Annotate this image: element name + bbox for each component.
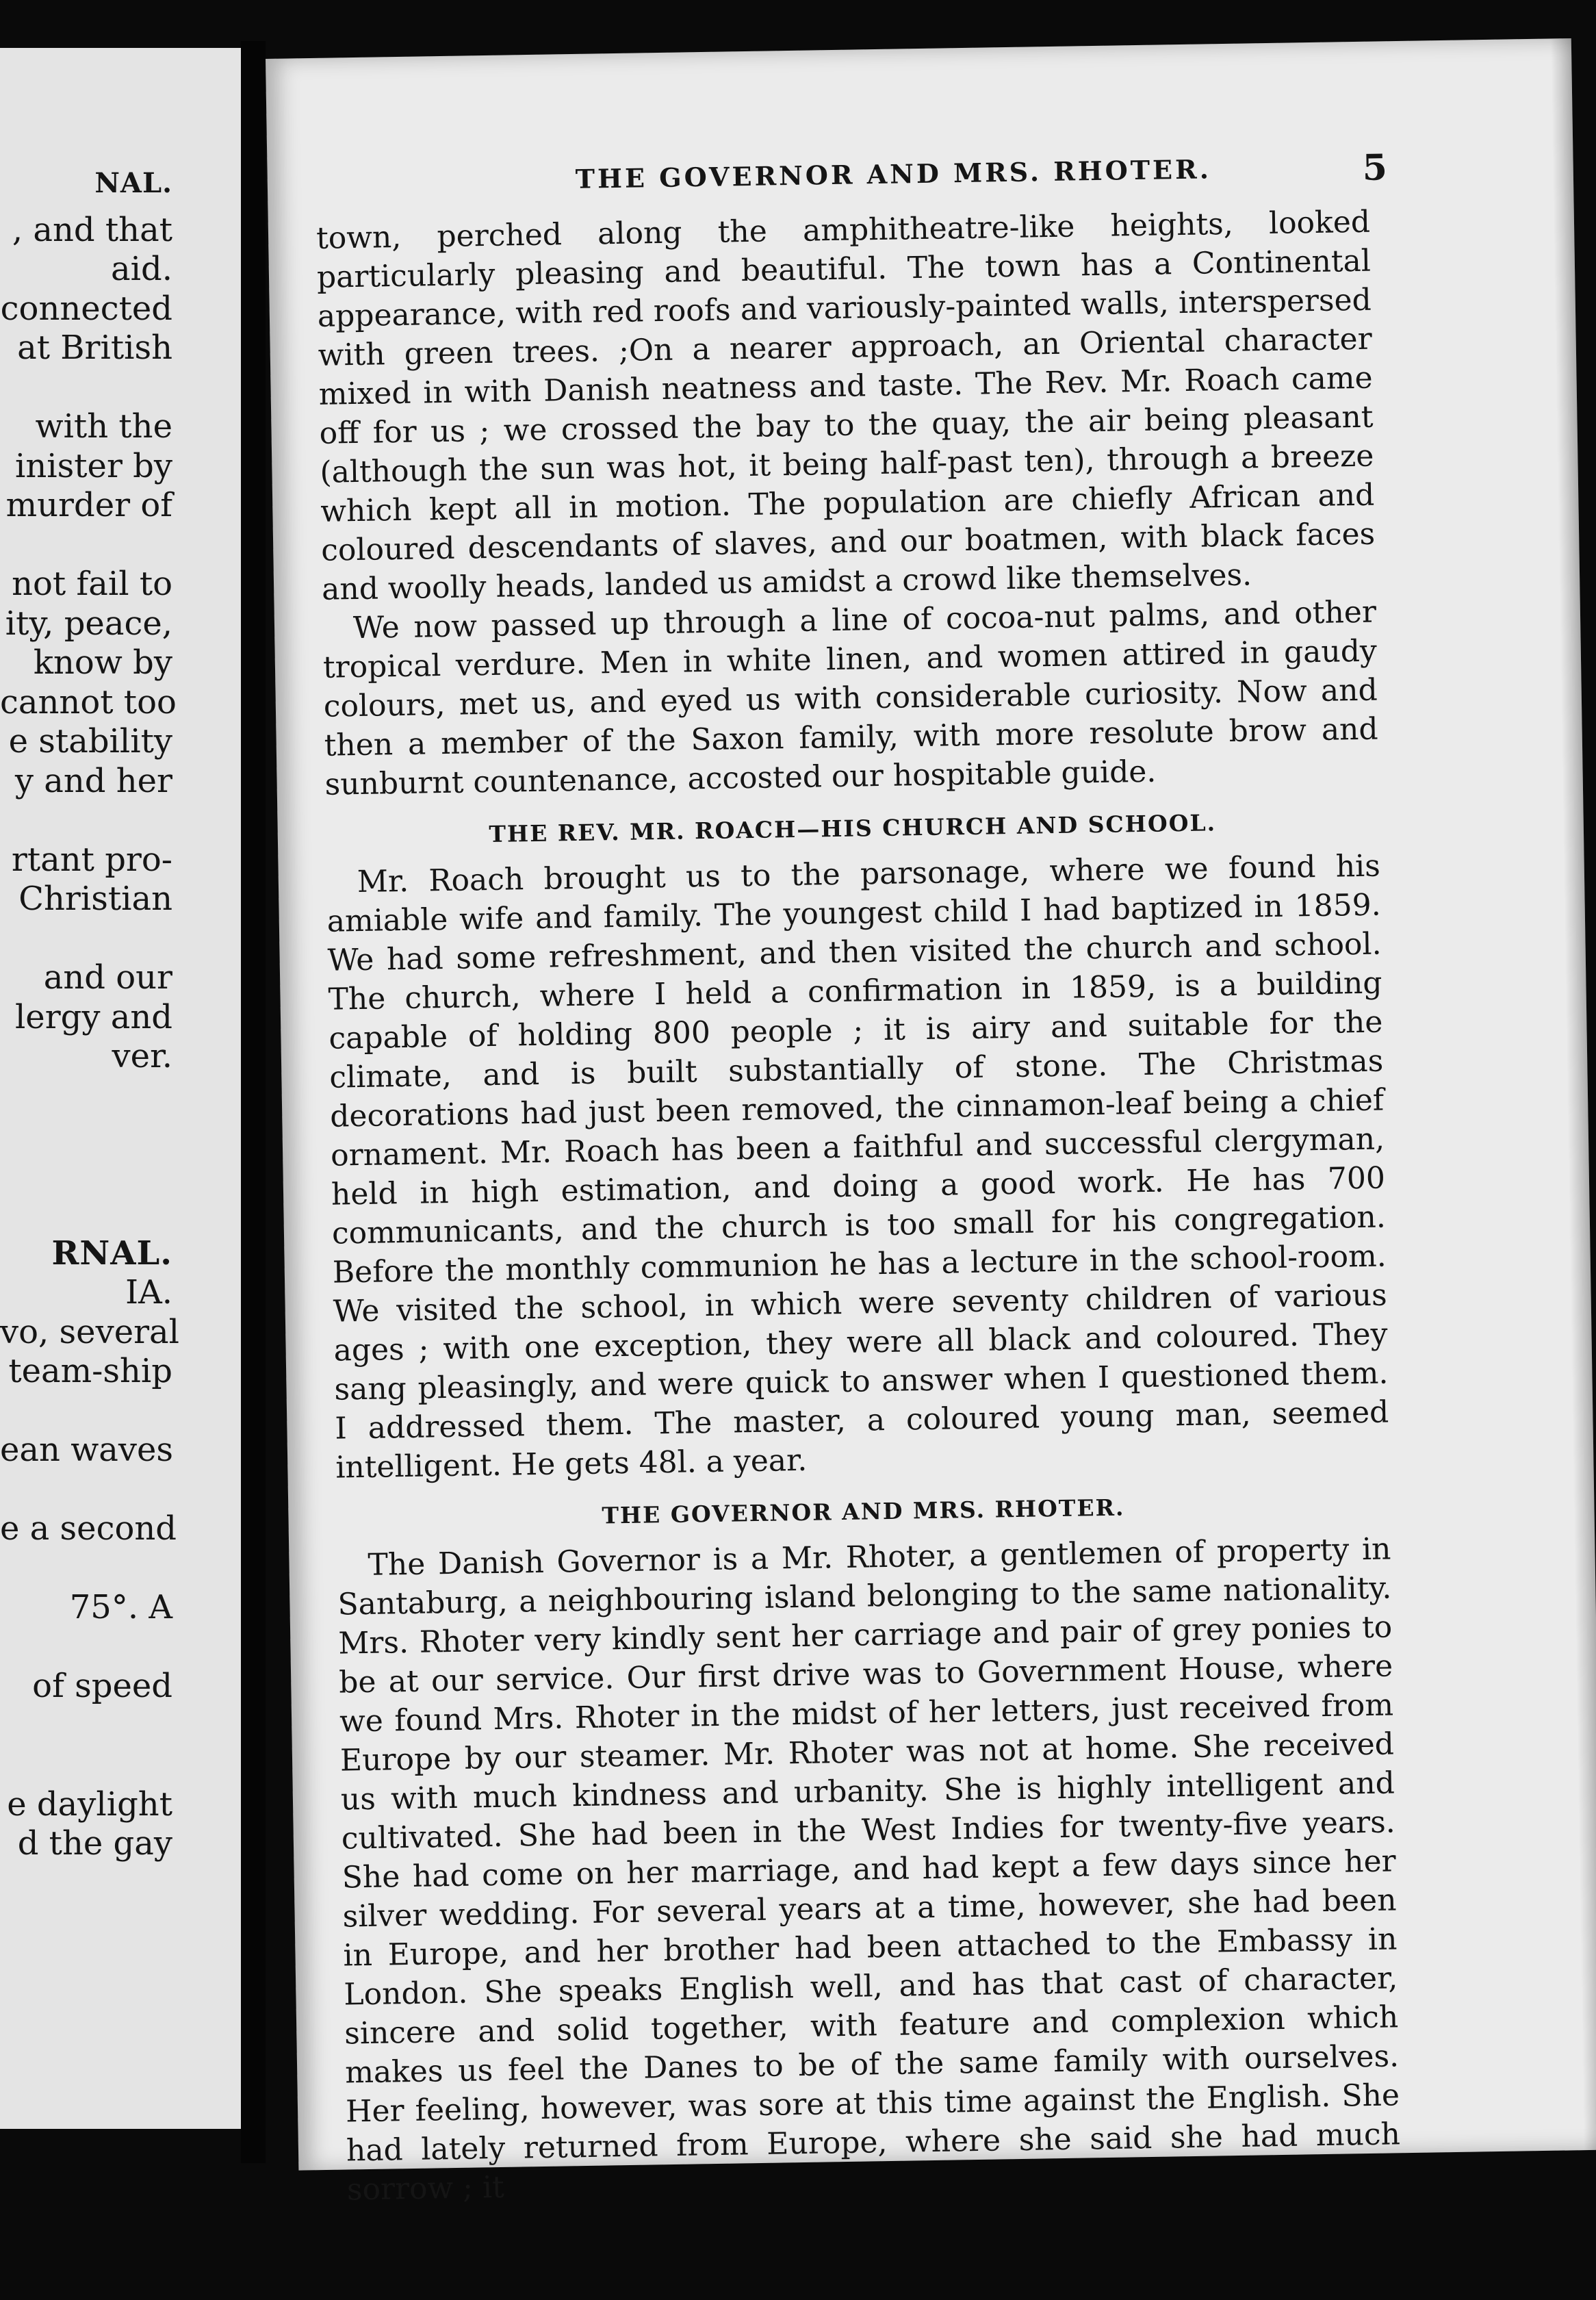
left-page-line: y and her <box>14 761 172 800</box>
left-page-line: e stability <box>8 722 172 761</box>
book-gutter <box>241 41 266 2163</box>
left-page-line: d the gay <box>17 1824 172 1863</box>
left-page-line: ver. <box>112 1037 172 1075</box>
left-page-line: IA. <box>125 1273 172 1312</box>
left-page-fragment <box>0 48 245 2129</box>
paragraph-palms: We now passed up through a line of cocoa-nut palms, and other tropical verdure. Men in white linen, and women attired in gaudy colours, met us, and eyed us with considerable curiosity. Now and then a member of the Saxon family, with more resolute brow and sunburnt countenance, accosted our hospitable guide. <box>322 594 1378 802</box>
left-page-line: Christian <box>18 880 172 918</box>
left-page-line: cannot too <box>0 682 177 721</box>
left-page-line: of speed <box>32 1667 172 1705</box>
paragraph-town-description: town, perched along the amphitheatre-like heights, looked particularly pleasing and beautiful. The town has a Continental appearance, with red roofs and variously-painted walls, interspersed with green trees. ;On a nearer approach, an Oriental character mixed in with Danish neatness and taste. The Rev. Mr. Roach came off for us ; we crossed the bay to the quay, the air being pleasant (although the sun was hot, it being half-past ten), through a breeze which kept all in motion. The population are chiefly African and coloured descendants of slaves, and our boatmen, with black faces and woolly heads, landed us amidst a crowd like themselves. <box>316 204 1376 607</box>
left-page-line: e daylight <box>7 1785 172 1824</box>
left-page-line: ity, peace, <box>5 604 172 643</box>
left-page-line: 75°. A <box>69 1588 172 1626</box>
left-page-line: inister by <box>15 446 172 485</box>
left-page-line: lergy and <box>14 997 172 1036</box>
section-heading-roach: THE REV. MR. ROACH—HIS CHURCH AND SCHOOL. <box>489 809 1217 848</box>
section-heading-governor: THE GOVERNOR AND MRS. RHOTER. <box>602 1494 1125 1529</box>
running-header <box>268 148 1574 209</box>
left-page-line: not fail to <box>12 565 172 603</box>
left-page-line: vo, several <box>0 1312 180 1351</box>
left-page-line: at British <box>17 329 172 367</box>
page-number: 5 <box>1362 146 1388 189</box>
right-page <box>266 38 1596 2208</box>
left-page-line: connected <box>0 289 172 328</box>
left-page-line: know by <box>33 643 172 682</box>
left-page-line: rtant pro- <box>11 840 172 879</box>
paragraph-governor: The Danish Governor is a Mr. Rhoter, a gentlemen of property in Santaburg, a neighbouring island belonging to the same nationality. Mrs. Rhoter very kindly sent her carriage and pair of grey ponies to be at our service. Our first drive was to Government House, where we found Mrs. Rhoter in the midst of her letters, just received from Europe by our steamer. Mr. Rhoter was not at home. She received us with much kindness and urbanity. She is highly intelligent and cultivated. She had been in the West Indies for twenty-five years. She had come on her marriage, and had kept a few days since her silver wedding. For several years at a time, however, she had been in Europe, and her brother had been attached to the Embassy in London. She speaks English well, and has that cast of character, sincere and solid together, with feature and complexion which makes us feel the Danes to be of the same family with ourselves. Her feeling, however, was sore at this time against the English. She had lately returned from Europe, where she said she had much sorrow ; it <box>337 1531 1401 2208</box>
left-page-line: murder of <box>5 486 172 524</box>
running-title: THE GOVERNOR AND MRS. RHOTER. <box>575 153 1212 194</box>
left-page-line: , and that <box>12 210 172 249</box>
left-page-line: aid. <box>111 250 172 288</box>
left-page-line: with the <box>35 407 172 446</box>
left-page-line: team-ship <box>8 1352 172 1390</box>
left-page-line: NAL. <box>94 167 172 199</box>
paragraph-church-school: Mr. Roach brought us to the parsonage, where we found his amiable wife and family. The youngest child I had baptized in 1859. We had some refreshment, and then visited the church and school. The church, where I held a confirmation in 1859, is a building capable of holding 800 people ; it is airy and suitable for the climate, and is built substantially of stone. The Christmas decorations had just been removed, the cinnamon-leaf being a chief ornament. Mr. Roach has been a faithful and successful clergyman, held in high estimation, and doing a good work. He has 700 communicants, and the church is too small for his congregation. Before the monthly communion he has a lecture in the school-room. We visited the school, in which were seventy children of various ages ; with one exception, they were all black and coloured. They sang pleasingly, and were quick to answer when I questioned them. I addressed them. The master, a coloured young man, seemed intelligent. He gets 48l. a year. <box>326 848 1389 1485</box>
page-body <box>316 203 1401 2210</box>
left-page-line: e a second <box>0 1509 177 1548</box>
left-page-line: RNAL. <box>51 1234 172 1273</box>
left-page-line: and our <box>43 958 172 997</box>
left-page-line: ean waves <box>0 1431 174 1469</box>
page-edge-shadow <box>1551 38 1596 2150</box>
